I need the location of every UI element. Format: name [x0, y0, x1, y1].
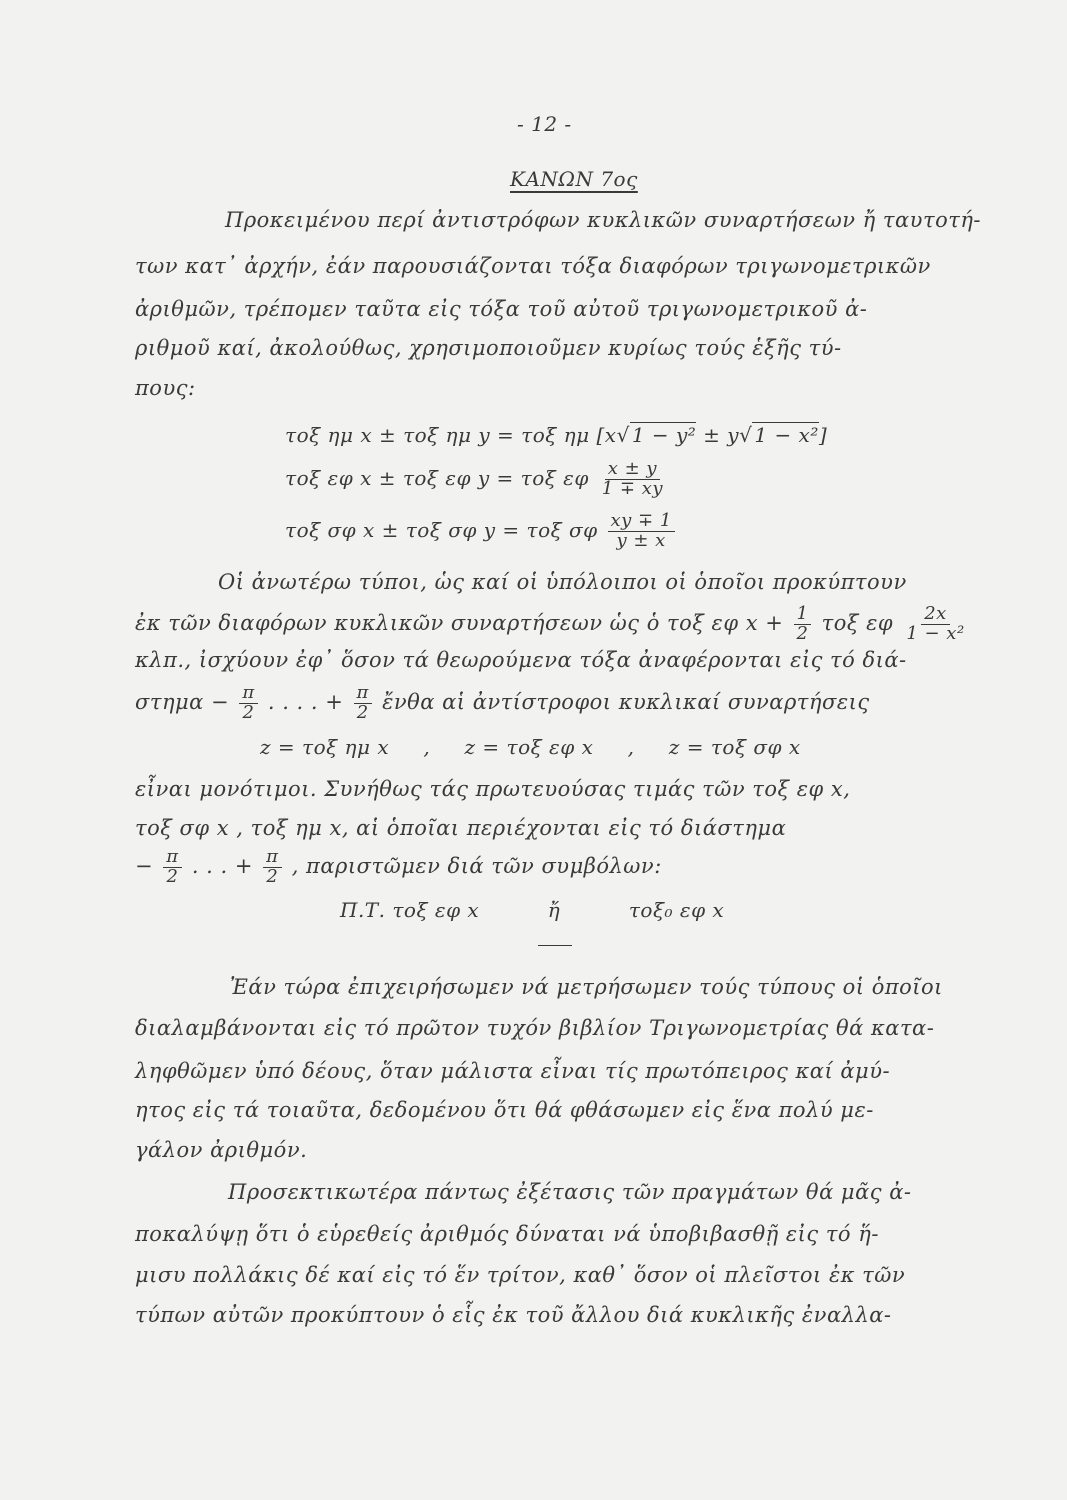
para2-line-3: κλπ., ἰσχύουν ἐφ᾽ ὅσον τά θεωρούμενα τόξα ἀναφέρονται εἰς τό διά-	[135, 648, 907, 672]
para1-line-1: Προκειμένου περί ἀντιστρόφων κυκλικῶν συναρτήσεων ἤ ταυτοτή-	[225, 208, 982, 232]
para4-line-4: ητος εἰς τά τοιαῦτα, δεδομένου ὅτι θά φθάσωμεν εἰς ἕνα πολύ με-	[135, 1098, 874, 1122]
formula3-fraction	[608, 512, 675, 551]
para3-line-2: τοξ σφ x , τοξ ημ x, αἱ ὁποῖαι περιέχονται εἰς τό διάστημα	[135, 816, 787, 840]
para5-line-3: μισυ πολλάκις δέ καί εἰς τό ἕν τρίτον, καθ᾽ ὅσον οἱ πλεῖστοι ἐκ τῶν	[135, 1263, 906, 1287]
formula2-fraction	[599, 460, 666, 499]
para2-line-2	[135, 605, 971, 644]
section-divider	[538, 945, 572, 946]
para3-line-3	[135, 848, 662, 887]
para4-line-3: ληφθῶμεν ὑπό δέους, ὅταν μάλιστα εἶναι τίς πρωτόπειρος καί ἀμύ-	[135, 1059, 891, 1083]
formula-inverse-cotangent	[285, 512, 678, 551]
para5-line-4: τύπων αὐτῶν προκύπτουν ὁ εἷς ἐκ τοῦ ἄλλου διά κυκλικῆς ἐναλλα-	[135, 1303, 892, 1327]
formula1-mid: ± y	[696, 423, 740, 447]
fraction-pi-half	[263, 848, 281, 887]
fraction-one-half	[794, 605, 812, 644]
para5-line-1: Προσεκτικωτέρα πάντως ἐξέτασις τῶν πραγμάτων θά μᾶς ἀ-	[228, 1180, 912, 1204]
para2-line-1: Οἱ ἀνωτέρω τύποι, ὡς καί οἱ ὑπόλοιποι οἱ ὁποῖοι προκύπτουν	[218, 570, 907, 594]
para4-line-1: Ἐάν τώρα ἐπιχειρήσωμεν νά μετρήσωμεν τούς τύπους οἱ ὁποῖοι	[230, 975, 943, 999]
para2-line-2-text-b: τοξ εφ	[821, 610, 894, 635]
denominator: 1 − x²	[906, 622, 965, 644]
fraction-2x	[903, 605, 967, 644]
sqrt-sign: √	[739, 423, 753, 447]
numerator: π	[263, 848, 281, 868]
sqrt-sign: √	[616, 423, 630, 447]
para1-line-4: ριθμοῦ καί, ἀκολούθως, χρησιμοποιοῦμεν κυρίως τούς ἑξῆς τύ-	[135, 336, 842, 360]
numerator: 2x	[921, 605, 950, 625]
denominator: 2	[266, 865, 279, 887]
para4-line-5: γάλον ἀριθμόν.	[135, 1138, 308, 1162]
para2-line-4-text-a: στημα −	[135, 689, 230, 714]
formula3-lhs: τοξ σφ x ± τοξ σφ y = τοξ σφ	[285, 517, 598, 542]
para3-line-3-text-c: , παριστῶμεν διά τῶν συμβόλων:	[291, 853, 662, 878]
formula-z-definitions: z = τοξ ημ x , z = τοξ εφ x , z = τοξ σφ x	[260, 735, 801, 759]
para1-line-3: ἀριθμῶν, τρέπομεν ταῦτα εἰς τόξα τοῦ αὐτοῦ τριγωνομετρικοῦ ἀ-	[135, 297, 868, 321]
para3-line-3-text-b: . . . +	[191, 853, 253, 878]
formula2-denominator: 1 ∓ xy	[601, 477, 664, 499]
numerator: π	[163, 848, 181, 868]
formula-principal-value: Π.Τ. τοξ εφ x ἤ τοξ₀ εφ x	[340, 898, 725, 922]
formula1-sqrt1: 1 − y²	[631, 423, 697, 447]
denominator: 2	[166, 865, 179, 887]
formula1-lhs: τοξ ημ x ± τοξ ημ y = τοξ ημ [x	[285, 423, 617, 447]
para1-line-2: των κατ᾽ ἀρχήν, ἐάν παρουσιάζονται τόξα διαφόρων τριγωνομετρικῶν	[135, 254, 931, 278]
para3-line-3-text-a: −	[135, 853, 154, 878]
fraction-pi-half	[354, 684, 372, 723]
denominator: 2	[242, 701, 255, 723]
fraction-pi-half	[239, 684, 257, 723]
formula-inverse-sine	[285, 423, 827, 447]
fraction-pi-half	[163, 848, 181, 887]
formula1-end: ]	[818, 423, 828, 447]
para4-line-2: διαλαμβάνονται εἰς τό πρῶτον τυχόν βιβλίον Τριγωνομετρίας θά κατα-	[135, 1016, 935, 1040]
formula3-numerator: xy ∓ 1	[608, 512, 675, 532]
formula1-sqrt2: 1 − x²	[754, 423, 819, 447]
para3-line-1: εἶναι μονότιμοι. Συνήθως τάς πρωτευούσας τιμάς τῶν τοξ εφ x,	[135, 777, 851, 801]
formula-inverse-tangent	[285, 460, 669, 499]
para2-line-2-text-a: ἐκ τῶν διαφόρων κυκλικῶν συναρτήσεων ὡς ὁ τοξ εφ x +	[135, 610, 784, 635]
formula2-numerator: x ± y	[605, 460, 660, 480]
numerator: π	[239, 684, 257, 704]
para2-line-4-text-b: . . . . +	[267, 689, 344, 714]
denominator: 2	[356, 701, 369, 723]
formula2-lhs: τοξ εφ x ± τοξ εφ y = τοξ εφ	[285, 465, 589, 490]
numerator: 1	[794, 605, 812, 625]
numerator: π	[354, 684, 372, 704]
para2-line-4-text-c: ἔνθα αἱ ἀντίστροφοι κυκλικαί συναρτήσεις	[382, 689, 870, 714]
page-number: - 12 -	[517, 112, 572, 136]
formula3-denominator: y ± x	[616, 529, 666, 551]
rule-heading: ΚΑΝΩΝ 7ος	[510, 167, 638, 191]
para2-line-4	[135, 684, 870, 723]
para5-line-2: ποκαλύψῃ ὅτι ὁ εὑρεθείς ἀριθμός δύναται νά ὑποβιβασθῇ εἰς τό ἥ-	[135, 1222, 879, 1246]
para1-line-5: πους:	[135, 376, 196, 400]
denominator: 2	[796, 622, 809, 644]
